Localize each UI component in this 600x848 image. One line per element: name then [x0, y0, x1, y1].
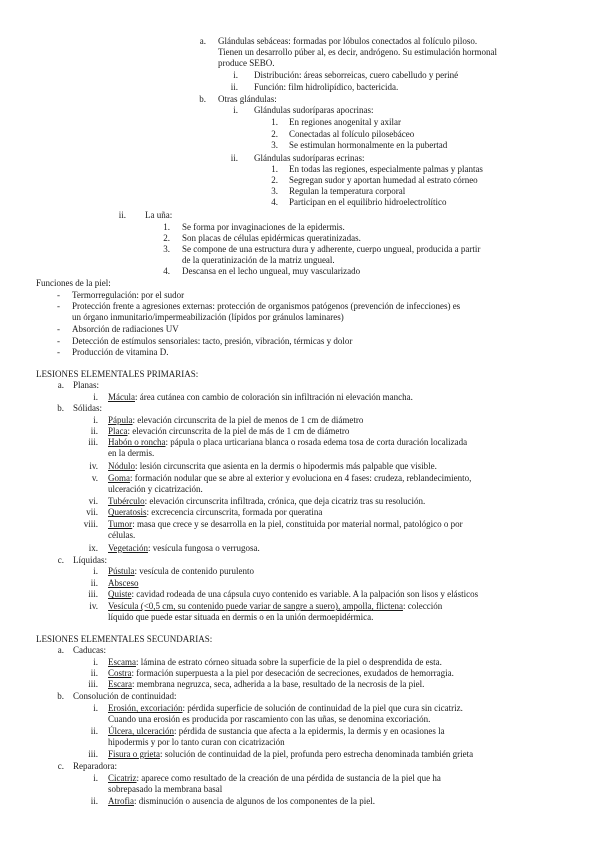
goma-cont: ulceración y cicatrización.: [108, 484, 203, 494]
distribution-text: Distribución: áreas seborreicas, cuero cabelludo y periné: [254, 70, 459, 80]
term: Vegetación: [108, 543, 148, 553]
placa-entry: [108, 426, 349, 437]
term: Placa: [108, 426, 128, 436]
list-marker: 2.: [271, 175, 278, 185]
term: Quiste: [108, 589, 132, 599]
definition: : excrecencia circunscrita, formada por queratina: [146, 507, 323, 517]
list-marker: ii.: [90, 426, 98, 436]
goma-entry: [108, 473, 471, 484]
definition: : formación nodular que se abre al exterior y evoluciona en 4 fases: crudeza, reblandecimiento,: [130, 473, 472, 483]
sebaceous-line-1: Glándulas sebáceas: formadas por lóbulos conectados al folículo piloso.: [218, 36, 478, 46]
list-marker: i.: [93, 566, 98, 576]
dash-marker: -: [57, 347, 60, 357]
dash-marker: -: [57, 290, 60, 300]
term: Escara: [108, 679, 132, 689]
dash-marker: -: [57, 301, 60, 311]
quiste-entry: [108, 589, 478, 600]
definition: : vesícula fungosa o verrugosa.: [147, 543, 260, 553]
definition: : pérdida superficie de solución de continuidad de la piel que cura sin cicatriz.: [182, 703, 463, 713]
caducas-heading: Caducas:: [73, 645, 106, 655]
list-marker: viii.: [83, 519, 98, 529]
term: Cicatriz: [108, 773, 137, 783]
function-item: Detección de estímulos sensoriales: tacto, presión, vibración, térmicas y dolor: [72, 336, 353, 346]
habon-entry: [108, 437, 467, 448]
definition: : vesícula de contenido purulento: [134, 566, 254, 576]
apocrine-item: En regiones anogenital y axilar: [289, 117, 401, 127]
term: Escama: [108, 657, 136, 667]
list-marker: iii.: [88, 437, 98, 447]
list-marker: ii.: [90, 668, 98, 678]
definition: : elevación circunscrita infiltrada, crónica, que deja cicatriz tras su resolución.: [144, 496, 426, 506]
list-marker: vi.: [88, 496, 98, 506]
apocrine-heading: Glándulas sudoríparas apocrinas:: [254, 105, 374, 115]
term: Fisura o grieta: [108, 749, 160, 759]
nail-item: Son placas de células epidérmicas queratinizadas.: [182, 233, 361, 243]
definition: : pápula o placa urticariana blanca o rosada edema tosa de corta duración localizada: [165, 437, 468, 447]
function-item: Producción de vitamina D.: [72, 347, 169, 357]
list-marker: 2.: [163, 233, 170, 243]
nail-heading: La uña:: [145, 210, 173, 220]
definition: : membrana negruzca, seca, adherida a la base, resultado de la necrosis de la piel.: [131, 679, 425, 689]
list-marker: c.: [57, 761, 64, 771]
function-item-cont: un órgano inmunitario/impermeabilización (lípidos por gránulos laminares): [72, 312, 344, 322]
fisura-entry: [108, 749, 473, 760]
flat-heading: Planas:: [73, 380, 99, 390]
list-marker: i.: [233, 105, 238, 115]
nodulo-entry: [108, 461, 437, 472]
definition: : lesión circunscrita que asienta en la dermis o hipodermis más palpable que visible.: [135, 461, 437, 471]
apocrine-item: Conectadas al folículo pilosebáceo: [289, 129, 415, 139]
dash-marker: -: [57, 324, 60, 334]
sebaceous-line-3: produce SEBO.: [218, 58, 275, 68]
term: Nódulo: [108, 461, 135, 471]
secondary-lesions-heading: LESIONES ELEMENTALES SECUNDARIAS:: [36, 634, 213, 644]
list-marker: iii.: [88, 679, 98, 689]
list-marker: i.: [93, 703, 98, 713]
nail-item: Se forma por invaginaciones de la epidermis.: [182, 222, 345, 232]
escama-entry: [108, 657, 442, 668]
definition: : formación superpuesta a la piel por desecación de secreciones, exudados de hemorragia.: [131, 668, 454, 678]
definition: : lámina de estrato córneo situada sobre la superficie de la piel o desprendida de esta.: [135, 657, 442, 667]
list-marker: b.: [57, 403, 64, 413]
dash-marker: -: [57, 336, 60, 346]
list-marker: b.: [57, 691, 64, 701]
list-marker: ii.: [90, 578, 98, 588]
definition: : aparece como resultado de la creación de una pérdida de sustancia de la piel que ha: [136, 773, 441, 783]
list-marker: i.: [233, 70, 238, 80]
cicatriz-cont: sobrepasado la membrana basal: [108, 784, 223, 794]
list-marker: ii.: [90, 796, 98, 806]
term: Queratosis: [108, 507, 147, 517]
list-marker: iv.: [89, 601, 98, 611]
escara-entry: [108, 679, 424, 690]
vesicula-entry: [108, 601, 442, 612]
list-marker: v.: [91, 473, 98, 483]
term: Úlcera, ulceración: [108, 726, 174, 736]
term: Erosión, excoriación: [108, 703, 183, 713]
eccrine-item: Participan en el equilibrio hidroelectrolítico: [289, 197, 447, 207]
list-marker: a.: [57, 645, 64, 655]
term: Mácula: [108, 392, 135, 402]
list-marker: c.: [57, 555, 64, 565]
list-marker: ii.: [230, 153, 238, 163]
solid-heading: Sólidas:: [73, 403, 103, 413]
eccrine-item: En todas las regiones, especialmente palmas y plantas: [289, 164, 483, 174]
list-marker: a.: [57, 380, 64, 390]
tuberculo-entry: [108, 496, 425, 507]
habon-cont: en la dermis.: [108, 448, 155, 458]
term: Tumor: [108, 519, 133, 529]
definition: : pérdida de sustancia que afecta a la epidermis, la dermis y en ocasiones la: [173, 726, 445, 736]
eccrine-item: Segregan sudor y aportan humedad al estrato córneo: [289, 175, 478, 185]
erosion-entry: [108, 703, 463, 714]
vesicula-cont: líquido que puede estar situada en dermis o en la unión dermoepidérmica.: [108, 612, 374, 622]
ulcera-cont: hipodermis y por lo tanto curan con cicatrización: [108, 737, 285, 747]
term: Vesícula (<0,5 cm, su contenido puede variar de sangre a suero), ampolla, flictena: [108, 601, 403, 611]
queratosis-entry: [108, 507, 322, 518]
term: Atrofia: [108, 796, 134, 806]
nail-item: Se compone de una estructura dura y adherente, cuerpo ungueal, producida a partir: [182, 244, 481, 254]
tumor-cont: células.: [108, 530, 136, 540]
list-marker: 2.: [271, 129, 278, 139]
list-marker: 1.: [271, 164, 278, 174]
list-marker: ii.: [90, 726, 98, 736]
definition: : área cutánea con cambio de coloración sin infiltración ni elevación mancha.: [135, 392, 413, 402]
definition: : disminución o ausencia de algunos de los componentes de la piel.: [134, 796, 375, 806]
function-item: Termorregulación: por el sudor: [72, 290, 185, 300]
definition: : colección: [402, 601, 443, 611]
nail-item-cont: de la queratinización de la matriz ungueal.: [182, 255, 335, 265]
list-marker: ii.: [118, 210, 126, 220]
function-item: Absorción de radiaciones UV: [72, 324, 179, 334]
definition: : solución de continuidad de la piel, profunda pero estrecha denominada también grieta: [160, 749, 474, 759]
tumor-entry: [108, 519, 463, 530]
list-marker: iv.: [89, 461, 98, 471]
eccrine-heading: Glándulas sudoríparas ecrinas:: [254, 153, 365, 163]
list-marker: 1.: [271, 117, 278, 127]
sebaceous-line-2: Tienen un desarrollo púber al, es decir, andrógeno. Su estimulación hormonal: [218, 47, 497, 57]
papula-entry: [108, 415, 363, 426]
primary-lesions-heading: LESIONES ELEMENTALES PRIMARIAS:: [36, 369, 199, 379]
list-marker: a.: [199, 36, 206, 46]
costra-entry: [108, 668, 454, 679]
vegetacion-entry: [108, 543, 260, 554]
list-marker: i.: [93, 657, 98, 667]
term: Goma: [108, 473, 130, 483]
pustula-entry: [108, 566, 254, 577]
list-marker: iii.: [88, 589, 98, 599]
list-marker: ii.: [230, 82, 238, 92]
function-item: Protección frente a agresiones externas: protección de organismos patógenos (prevención de infecciones) es: [72, 301, 461, 311]
cicatriz-entry: [108, 773, 441, 784]
definition: : elevación circunscrita de la piel de menos de 1 cm de diámetro: [132, 415, 364, 425]
functions-heading: Funciones de la piel:: [36, 278, 111, 288]
term: Absceso: [108, 578, 139, 588]
list-marker: ix.: [88, 543, 98, 553]
atrofia-entry: [108, 796, 375, 807]
continuity-heading: Consolución de continuidad:: [73, 691, 177, 701]
eccrine-item: Regulan la temperatura corporal: [289, 186, 406, 196]
list-marker: 3.: [271, 186, 278, 196]
definition: : masa que crece y se desarrolla en la piel, constituida por material normal, patológico o por: [132, 519, 463, 529]
definition: : cavidad rodeada de una cápsula cuyo contenido es variable. A la palpación son lisos y elásticos: [131, 589, 479, 599]
function-text: Función: film hidrolipídico, bactericida.: [254, 82, 399, 92]
repair-heading: Reparadora:: [73, 761, 117, 771]
apocrine-item: Se estimulan hormonalmente en la pubertad: [289, 140, 448, 150]
term: Pústula: [108, 566, 135, 576]
list-marker: 1.: [163, 222, 170, 232]
list-marker: vii.: [86, 507, 98, 517]
list-marker: b.: [199, 94, 206, 104]
macula-entry: [108, 392, 413, 403]
list-marker: 4.: [271, 197, 278, 207]
term: Habón o roncha: [108, 437, 166, 447]
definition: : elevación circunscrita de la piel de más de 1 cm de diámetro: [127, 426, 350, 436]
liquid-heading: Líquidas:: [73, 555, 107, 565]
erosion-cont: Cuando una erosión es producida por rascamiento con las uñas, se denomina excoriación.: [108, 714, 431, 724]
list-marker: i.: [93, 415, 98, 425]
ulcera-entry: [108, 726, 445, 737]
term: Costra: [108, 668, 132, 678]
list-marker: i.: [93, 773, 98, 783]
list-marker: i.: [93, 392, 98, 402]
list-marker: 3.: [163, 244, 170, 254]
term: Tubérculo: [108, 496, 145, 506]
absceso-entry: [108, 578, 139, 589]
nail-item: Descansa en el lecho ungueal, muy vascularizado: [182, 266, 361, 276]
list-marker: 3.: [271, 140, 278, 150]
list-marker: 4.: [163, 266, 170, 276]
list-marker: iii.: [88, 749, 98, 759]
term: Pápula: [108, 415, 133, 425]
other-glands-heading: Otras glándulas:: [218, 94, 277, 104]
